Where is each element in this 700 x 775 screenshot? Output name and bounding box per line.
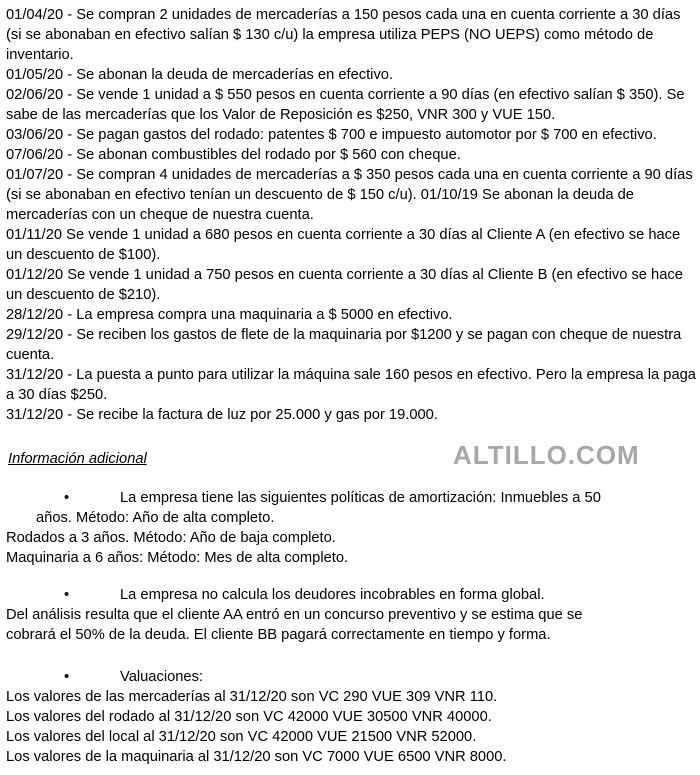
entry-02-06: 02/06/20 - Se vende 1 unidad a $ 550 pesos en cuenta corriente a 90 días (en efectivo salían $ 350). Se sabe de las mercaderías que los Valor de Reposición es $250, VNR 300 y VUE 150.	[6, 87, 685, 123]
incobrables-line: Del análisis resulta que el cliente AA entró en un concurso preventivo y se estima que se	[6, 607, 583, 623]
valuaciones-line: Los valores de las mercaderías al 31/12/20 son VC 290 VUE 309 VNR 110.	[6, 689, 498, 705]
entry-29-12: 29/12/20 - Se reciben los gastos de flete de la maquinaria por $1200 y se pagan con cheque de nuestra cuenta.	[6, 327, 682, 363]
valuaciones-bullet-line	[6, 667, 696, 687]
entry-31-12-puesta: 31/12/20 - La puesta a punto para utilizar la máquina sale 160 pesos en efectivo. Pero la empresa la paga a 30 días $250.	[6, 367, 696, 403]
entry-01-07: 01/07/20 - Se compran 4 unidades de mercaderías a $ 350 pesos cada una en cuenta corriente a 90 días (si se abonaban en efectivo tenían un descuento de $ 150 c/u). 01/10/19 Se abonan la deuda de mercaderías con un cheque de nuestra cuenta.	[6, 167, 693, 223]
watermark-logo: ALTILLO.COM	[453, 440, 640, 470]
incobrables-line: cobrará el 50% de la deuda. El cliente BB pagará correctamente en tiempo y forma.	[6, 627, 551, 643]
entry-07-06: 07/06/20 - Se abonan combustibles del rodado por $ 560 con cheque.	[6, 147, 461, 163]
valuaciones-bullet-text: Valuaciones:	[120, 669, 204, 685]
entry-01-12: 01/12/20 Se vende 1 unidad a 750 pesos en cuenta corriente a 30 días al Cliente B (en efectivo se hace un descuento de $210).	[6, 267, 683, 303]
amortizacion-section	[6, 488, 696, 568]
entry-28-12: 28/12/20 - La empresa compra una maquinaria a $ 5000 en efectivo.	[6, 307, 453, 323]
journal-entries	[6, 5, 696, 425]
bullet-icon: •	[64, 669, 70, 685]
valuaciones-line: Los valores del rodado al 31/12/20 son VC 42000 VUE 30500 VNR 40000.	[6, 709, 492, 725]
entry-31-12-factura: 31/12/20 - Se recibe la factura de luz por 25.000 y gas por 19.000.	[6, 407, 438, 423]
entry-01-05: 01/05/20 - Se abonan la deuda de mercaderías en efectivo.	[6, 67, 394, 83]
amortizacion-line: años. Método: Año de alta completo.	[36, 510, 275, 526]
incobrables-bullet-line	[6, 585, 696, 605]
valuaciones-section	[6, 667, 696, 767]
incobrables-section	[6, 585, 696, 645]
amortizacion-bullet-text: La empresa tiene las siguientes políticas de amortización: Inmuebles a 50	[120, 490, 601, 506]
entry-03-06: 03/06/20 - Se pagan gastos del rodado: patentes $ 700 e impuesto automotor por $ 700 en efectivo.	[6, 127, 657, 143]
incobrables-bullet-text: La empresa no calcula los deudores incobrables en forma global.	[120, 587, 545, 603]
valuaciones-line: Los valores de la maquinaria al 31/12/20 son VC 7000 VUE 6500 VNR 8000.	[6, 749, 507, 765]
valuaciones-line: Los valores del local al 31/12/20 son VC 42000 VUE 21500 VNR 52000.	[6, 729, 477, 745]
info-adicional-heading: Información adicional	[8, 451, 147, 467]
entry-01-11: 01/11/20 Se vende 1 unidad a 680 pesos en cuenta corriente a 30 días al Cliente A (en efectivo se hace un descuento de $100).	[6, 227, 681, 263]
bullet-icon: •	[64, 587, 70, 603]
entry-01-04: 01/04/20 - Se compran 2 unidades de mercaderías a 150 pesos cada una en cuenta corriente a 30 días (si se abonaban en efectivo salían $ 130 c/u) la empresa utiliza PEPS (NO UEPS) como método de inventario.	[6, 7, 681, 63]
amortizacion-line: Rodados a 3 años. Método: Año de baja completo.	[6, 530, 336, 546]
amortizacion-bullet-line	[6, 488, 696, 508]
bullet-icon: •	[64, 490, 70, 506]
amortizacion-line: Maquinaria a 6 años: Método: Mes de alta completo.	[6, 550, 349, 566]
